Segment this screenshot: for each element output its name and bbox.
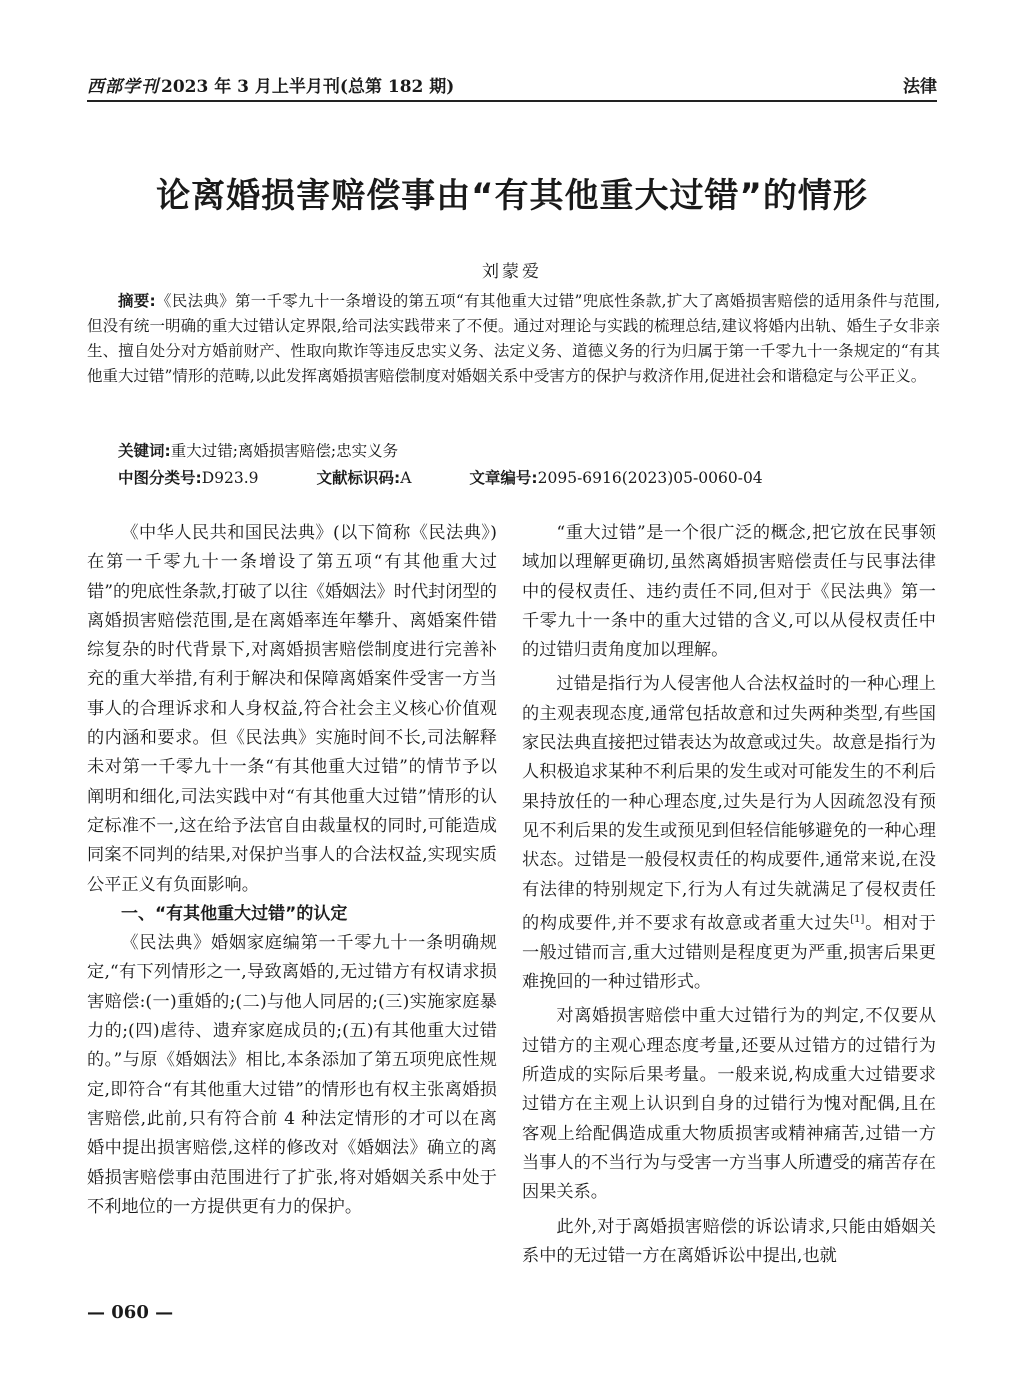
body-paragraph: 《中华人民共和国民法典》(以下简称《民法典》)在第一千零九十一条增设了第五项“有其他重大过错”的兜底性条款,打破了以往《婚姻法》时代封闭型的离婚损害赔偿范围,是在离婚率连年攀升、离婚案件错综复杂的时代背景下,对离婚损害赔偿制度进行完善补充的重大举措,有利于解决和保障离婚案件受害一方当事人的合理诉求和人身权益,符合社会主义核心价值观的内涵和要求。但《民法典》实施时间不长,司法解释未对第一千零九十一条“有其他重大过错”的情节予以阐明和细化,司法实践中对“有其他重大过错”情形的认定标准不一,这在给予法官自由裁量权的同时,可能造成同案不同判的结果,对保护当事人的合法权益,实现实质公平正义有负面影响。 [87,523,497,895]
body-paragraph: “重大过错”是一个很广泛的概念,把它放在民事领域加以理解更确切,虽然离婚损害赔偿责任与民事法律中的侵权责任、违约责任不同,但对于《民法典》第一千零九十一条中的重大过错的含义,可以从侵权责任中的过错归责角度加以理解。 [522,523,936,661]
article-number-label: 文章编号: [469,469,538,487]
section-label: 法律 [903,77,937,97]
running-header [87,70,937,102]
article-title: 论离婚损害赔偿事由“有其他重大过错”的情形 [156,176,868,216]
citation-ref[interactable]: [1] [850,913,865,925]
body-paragraph: 对离婚损害赔偿中重大过错行为的判定,不仅要从过错方的主观心理态度考量,还要从过错方的过错行为所造成的实际后果考量。一般来说,构成重大过错要求过错方在主观上认识到自身的过错行为愧对配偶,且在客观上给配偶造成重大物质损害或精神痛苦,过错一方当事人的不当行为与受害一方当事人所遭受的痛苦存在因果关系。 [522,1006,936,1203]
section-heading: 一、“有其他重大过错”的认定 [121,903,348,924]
body-column-right [522,519,936,1271]
abstract-text: 《民法典》第一千零九十一条增设的第五项“有其他重大过错”兜底性条款,扩大了离婚损害赔偿的适用条件与范围,但没有统一明确的重大过错认定界限,给司法实践带来了不便。通过对理论与实践的梳理总结,建议将婚内出轨、婚生子女非亲生、擅自处分对方婚前财产、性取向欺诈等违反忠实义务、法定义务、道德义务的行为归属于第一千零九十一条规定的“有其他重大过错”情形的范畴,以此发挥离婚损害赔偿制度对婚姻关系中受害方的保护与救济作用,促进社会和谐稳定与公平正义。 [87,292,940,385]
body-paragraph: 《民法典》婚姻家庭编第一千零九十一条明确规定,“有下列情形之一,导致离婚的,无过错方有权请求损害赔偿:(一)重婚的;(二)与他人同居的;(三)实施家庭暴力的;(四)虐待、遗弃家庭成员的;(五)有其他重大过错的。”与原《婚姻法》相比,本条添加了第五项兜底性规定,即符合“有其他重大过错”的情形也有权主张离婚损害赔偿,此前,只有符合前 4 种法定情形的才可以在离婚中提出损害赔偿,这样的修改对《婚姻法》确立的离婚损害赔偿事由范围进行了扩张,将对婚姻关系中处于不利地位的一方提供更有力的保护。 [87,933,497,1217]
issue-info: 2023 年 3 月上半月刊(总第 182 期) [161,77,455,97]
page-number: — 060 — [87,1302,174,1323]
abstract-label: 摘要: [118,292,156,310]
journal-logo: 西部学刊 [87,77,159,97]
body-column-left [87,519,497,1222]
article-number-value: 2095-6916(2023)05-0060-04 [537,469,763,487]
doc-code-label: 文献标识码: [316,469,401,487]
clc-label: 中图分类号: [118,469,202,487]
abstract [87,289,940,389]
doc-code-value: A [400,469,412,487]
keywords-text: 重大过错;离婚损害赔偿;忠实义务 [170,442,399,460]
keywords [87,439,940,464]
keywords-label: 关键词: [118,442,171,460]
body-paragraph: 过错是指行为人侵害他人合法权益时的一种心理上的主观表现态度,通常包括故意和过失两种类型,有些国家民法典直接把过错表达为故意或过失。故意是指行为人积极追求某种不利后果的发生或对可能发生的不利后果持放任的一种心理态度,过失是行为人因疏忽没有预见不利后果的发生或预见到但轻信能够避免的一种心理状态。过错是一般侵权责任的构成要件,通常来说,在没有法律的特别规定下,行为人有过失就满足了侵权责任的构成要件,并不要求有故意或者重大过失[1]。相对于一般过错而言,重大过错则是程度更为严重,损害后果更难挽回的一种过错形式。 [522,674,936,993]
clc-value: D923.9 [201,469,259,487]
author-name: 刘蒙爱 [482,262,542,282]
body-paragraph: 此外,对于离婚损害赔偿的诉讼请求,只能由婚姻关系中的无过错一方在离婚诉讼中提出,也就 [522,1216,936,1266]
journal-info [87,72,454,97]
classification-line [87,466,940,491]
